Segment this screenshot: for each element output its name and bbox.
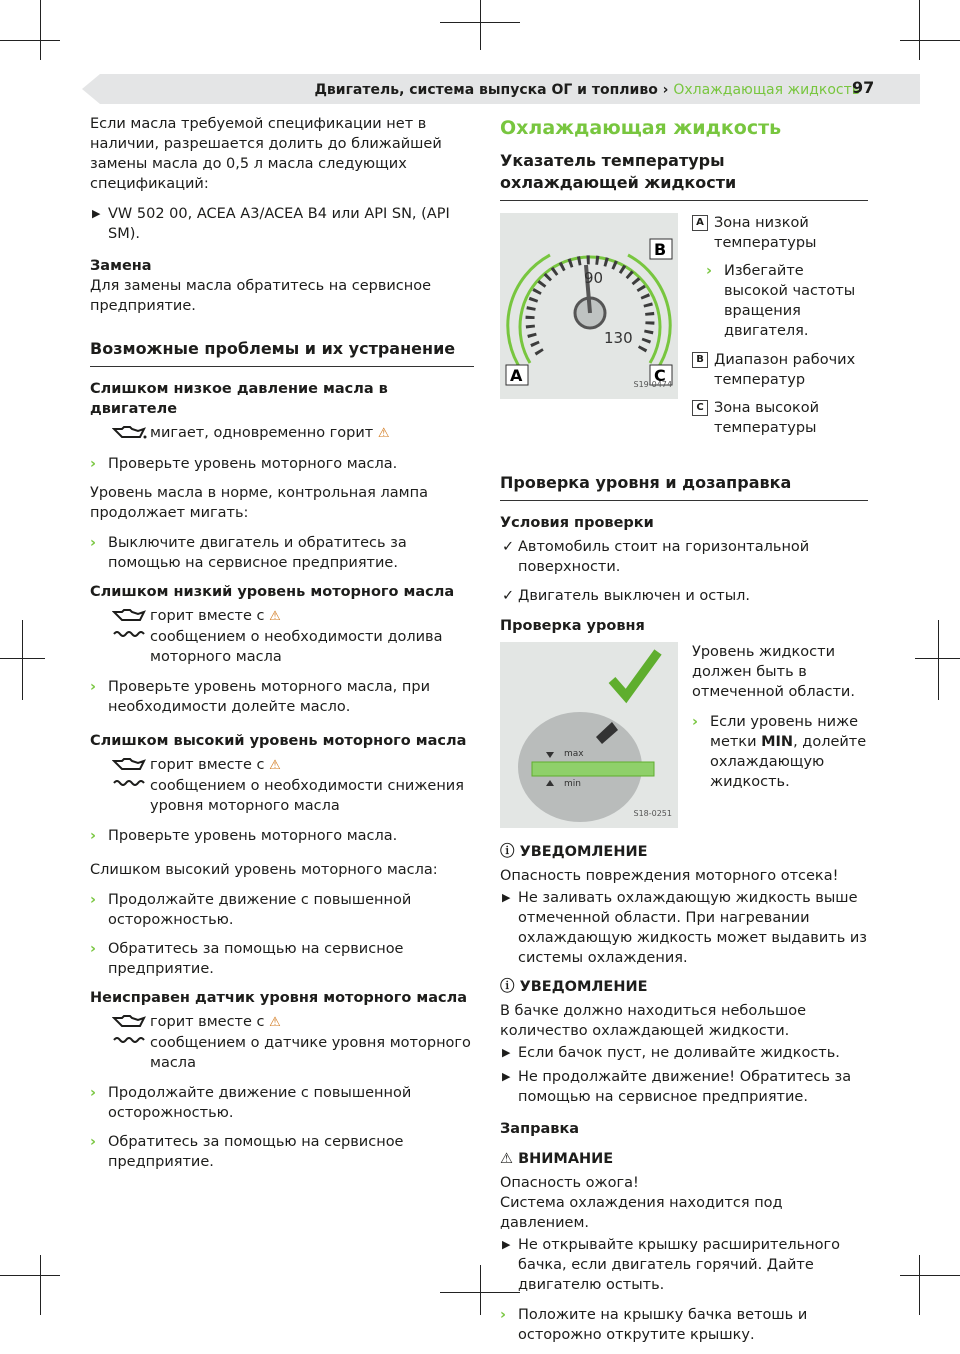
gauge-mark-130: 130	[604, 329, 633, 347]
legend-item-c: C Зона высокой температуры	[692, 398, 868, 438]
action-arrow-icon: ›	[706, 263, 712, 279]
gauge-illustration	[500, 213, 678, 399]
crop-mark	[440, 22, 520, 23]
crop-mark	[480, 1265, 481, 1315]
list-item: ▶ VW 502 00, ACEA A3/ACEA B4 или API SN, (API SM).	[92, 206, 450, 242]
notice-heading: ⓘ УВЕДОМЛЕНИЕ	[500, 844, 648, 860]
list-item: › Проверьте уровень моторного масла.	[90, 828, 398, 844]
check-icon: ✓	[502, 539, 515, 555]
warning-text: Система охлаждения находится под давлением.	[500, 1195, 783, 1231]
oil-level-icon	[112, 606, 150, 640]
high-level-heading: Слишком высокий уровень моторного масла	[90, 733, 467, 749]
conditions-heading: Условия проверки	[500, 515, 654, 531]
list-item: › Проверьте уровень моторного масла, при необходимости долейте масло.	[90, 679, 430, 715]
warning-heading: ⚠ ВНИМАНИЕ	[500, 1151, 614, 1167]
crop-mark	[919, 1255, 920, 1315]
gauge-mark-90: 90	[584, 269, 604, 287]
action-arrow-icon: ›	[90, 1085, 96, 1101]
list-item: › Выключите двигатель и обратитесь за помощью на сервисное предприятие.	[90, 535, 407, 571]
bullet-triangle-icon: ▶	[502, 891, 511, 904]
replace-heading: Замена	[90, 258, 152, 274]
list-item: ✓ Автомобиль стоит на горизонтальной поверхности.	[502, 539, 810, 575]
left-column	[90, 114, 474, 1181]
crop-mark	[919, 0, 920, 60]
tank-max-label: max	[564, 749, 584, 759]
intro-paragraph: Если масла требуемой спецификации нет в наличии, разрешается долить до ближайшей замены масла до 0,5 л масла следующих спецификаций:	[90, 116, 442, 192]
low-pressure-heading: Слишком низкое давление масла в двигателе	[90, 381, 388, 417]
list-item: › Продолжайте движение с повышенной осторожностью.	[90, 892, 412, 928]
action-arrow-icon: ›	[90, 1134, 96, 1150]
crop-mark	[900, 40, 960, 41]
notice-heading: ⓘ УВЕДОМЛЕНИЕ	[500, 979, 648, 995]
tank-description	[678, 642, 868, 828]
crop-mark	[0, 40, 60, 41]
notice-text: В бачке должно находиться небольшое количество охлаждающей жидкости.	[500, 1003, 807, 1039]
info-circle-icon: ⓘ	[500, 979, 515, 995]
warning-light-row: горит вместе с ⚠ сообщением о датчике уровня моторного масла	[90, 1012, 474, 1073]
list-item: › Избегайте высокой частоты вращения двигателя.	[706, 263, 856, 339]
crop-mark	[480, 0, 481, 50]
crop-mark	[915, 658, 960, 659]
replace-text: Для замены масла обратитесь на сервисное предприятие.	[90, 278, 432, 314]
right-column	[500, 114, 868, 1354]
bullet-triangle-icon: ▶	[502, 1238, 511, 1251]
warning-light-row: мигает, одновременно горит ⚠	[90, 423, 474, 444]
action-arrow-icon: ›	[692, 714, 698, 730]
gauge-label-a: A	[510, 366, 523, 385]
action-arrow-icon: ›	[90, 535, 96, 551]
action-arrow-icon: ›	[90, 892, 96, 908]
notice-text: Опасность повреждения моторного отсека!	[500, 868, 839, 884]
warning-light-row: горит вместе с ⚠ сообщением о необходимости снижения уровня моторного масла	[90, 755, 474, 816]
coolant-tank-figure	[500, 642, 678, 828]
page-number: 97	[852, 78, 875, 97]
bullet-triangle-icon: ▶	[92, 207, 101, 220]
min-mark: MIN	[761, 734, 794, 750]
gauge-figure-block	[500, 213, 868, 446]
crop-mark	[40, 1255, 41, 1315]
crop-mark	[40, 0, 41, 60]
action-arrow-icon: ›	[90, 456, 96, 472]
warning-triangle-icon: ⚠	[500, 1151, 513, 1167]
list-item: › Обратитесь за помощью на сервисное предприятие.	[90, 1134, 404, 1170]
breadcrumb-separator: ›	[657, 82, 674, 98]
list-item: ▶ Если бачок пуст, не доливайте жидкость.	[502, 1045, 840, 1061]
action-arrow-icon: ›	[500, 1307, 506, 1323]
action-arrow-icon: ›	[90, 828, 96, 844]
section-title: Охлаждающая жидкость	[500, 117, 782, 139]
list-item: ▶ Не продолжайте движение! Обратитесь за помощью на сервисное предприятие.	[502, 1069, 852, 1105]
problems-heading: Возможные проблемы и их устранение	[90, 338, 474, 367]
list-item: ✓ Двигатель выключен и остыл.	[502, 588, 751, 604]
tank-illustration	[500, 642, 678, 828]
warning-triangle-icon: ⚠	[269, 758, 281, 773]
level-text: Уровень жидкости должен быть в отмеченной области.	[692, 644, 855, 700]
warning-triangle-icon: ⚠	[377, 426, 390, 441]
breadcrumb	[314, 80, 860, 100]
temperature-gauge-figure	[500, 213, 678, 399]
action-arrow-icon: ›	[90, 679, 96, 695]
list-item: › Проверьте уровень моторного масла.	[90, 456, 398, 472]
crop-mark	[0, 658, 45, 659]
figure-tag: S18-0251	[633, 809, 672, 818]
warning-triangle-icon: ⚠	[269, 1015, 281, 1030]
gauge-legend	[678, 213, 868, 446]
tank-min-label: min	[564, 779, 581, 789]
gauge-heading: Указатель температуры охлаждающей жидкости	[500, 150, 868, 201]
list-item: ▶ Не открывайте крышку расширительного бачка, если двигатель горячий. Дайте двигателю остыть.	[502, 1237, 841, 1293]
crop-mark	[0, 1275, 60, 1276]
tank-figure-block	[500, 642, 868, 828]
breadcrumb-current[interactable]: Охлаждающая жидкость	[673, 82, 860, 98]
oil-level-icon	[112, 1012, 150, 1046]
breadcrumb-section[interactable]: Двигатель, система выпуска ОГ и топливо	[314, 82, 658, 98]
figure-tag: S19-0474	[633, 380, 672, 389]
legend-item-a: A Зона низкой температуры	[692, 213, 868, 253]
info-circle-icon: ⓘ	[500, 844, 515, 860]
oil-can-icon	[112, 423, 150, 441]
legend-item-b: B Диапазон рабочих температур	[692, 350, 868, 390]
list-item: › Если уровень ниже метки MIN, долейте охлаждающую жидкость.	[692, 714, 867, 790]
list-item: ▶ Не заливать охлаждающую жидкость выше отмеченной области. При нагревании охлаждающую жидкость может выдавить из системы охлаждения.	[502, 890, 868, 966]
action-arrow-icon: ›	[90, 941, 96, 957]
list-item: › Продолжайте движение с повышенной осторожностью.	[90, 1085, 412, 1121]
gauge-label-c: C	[654, 366, 666, 385]
list-item: › Положите на крышку бачка ветошь и осторожно открутите крышку.	[500, 1307, 808, 1343]
bullet-triangle-icon: ▶	[502, 1070, 511, 1083]
gauge-label-b: B	[654, 240, 667, 259]
refill-heading: Заправка	[500, 1121, 580, 1137]
sensor-heading: Неисправен датчик уровня моторного масла	[90, 990, 467, 1006]
warning-triangle-icon: ⚠	[269, 609, 281, 624]
crop-mark	[22, 620, 23, 700]
warning-light-row: горит вместе с ⚠ сообщением о необходимости долива моторного масла	[90, 606, 474, 667]
bullet-triangle-icon: ▶	[502, 1046, 511, 1059]
low-level-heading: Слишком низкий уровень моторного масла	[90, 584, 455, 600]
crop-mark	[900, 1275, 960, 1276]
oil-level-icon	[112, 755, 150, 789]
warning-text: Опасность ожога!	[500, 1175, 639, 1191]
check-heading: Проверка уровня и дозаправка	[500, 472, 868, 501]
level-heading: Проверка уровня	[500, 618, 645, 634]
crop-mark	[938, 620, 939, 700]
list-item: › Обратитесь за помощью на сервисное предприятие.	[90, 941, 404, 977]
high-level-paragraph: Слишком высокий уровень моторного масла:	[90, 862, 438, 878]
check-icon: ✓	[502, 588, 515, 604]
low-pressure-paragraph: Уровень масла в норме, контрольная лампа продолжает мигать:	[90, 485, 428, 521]
